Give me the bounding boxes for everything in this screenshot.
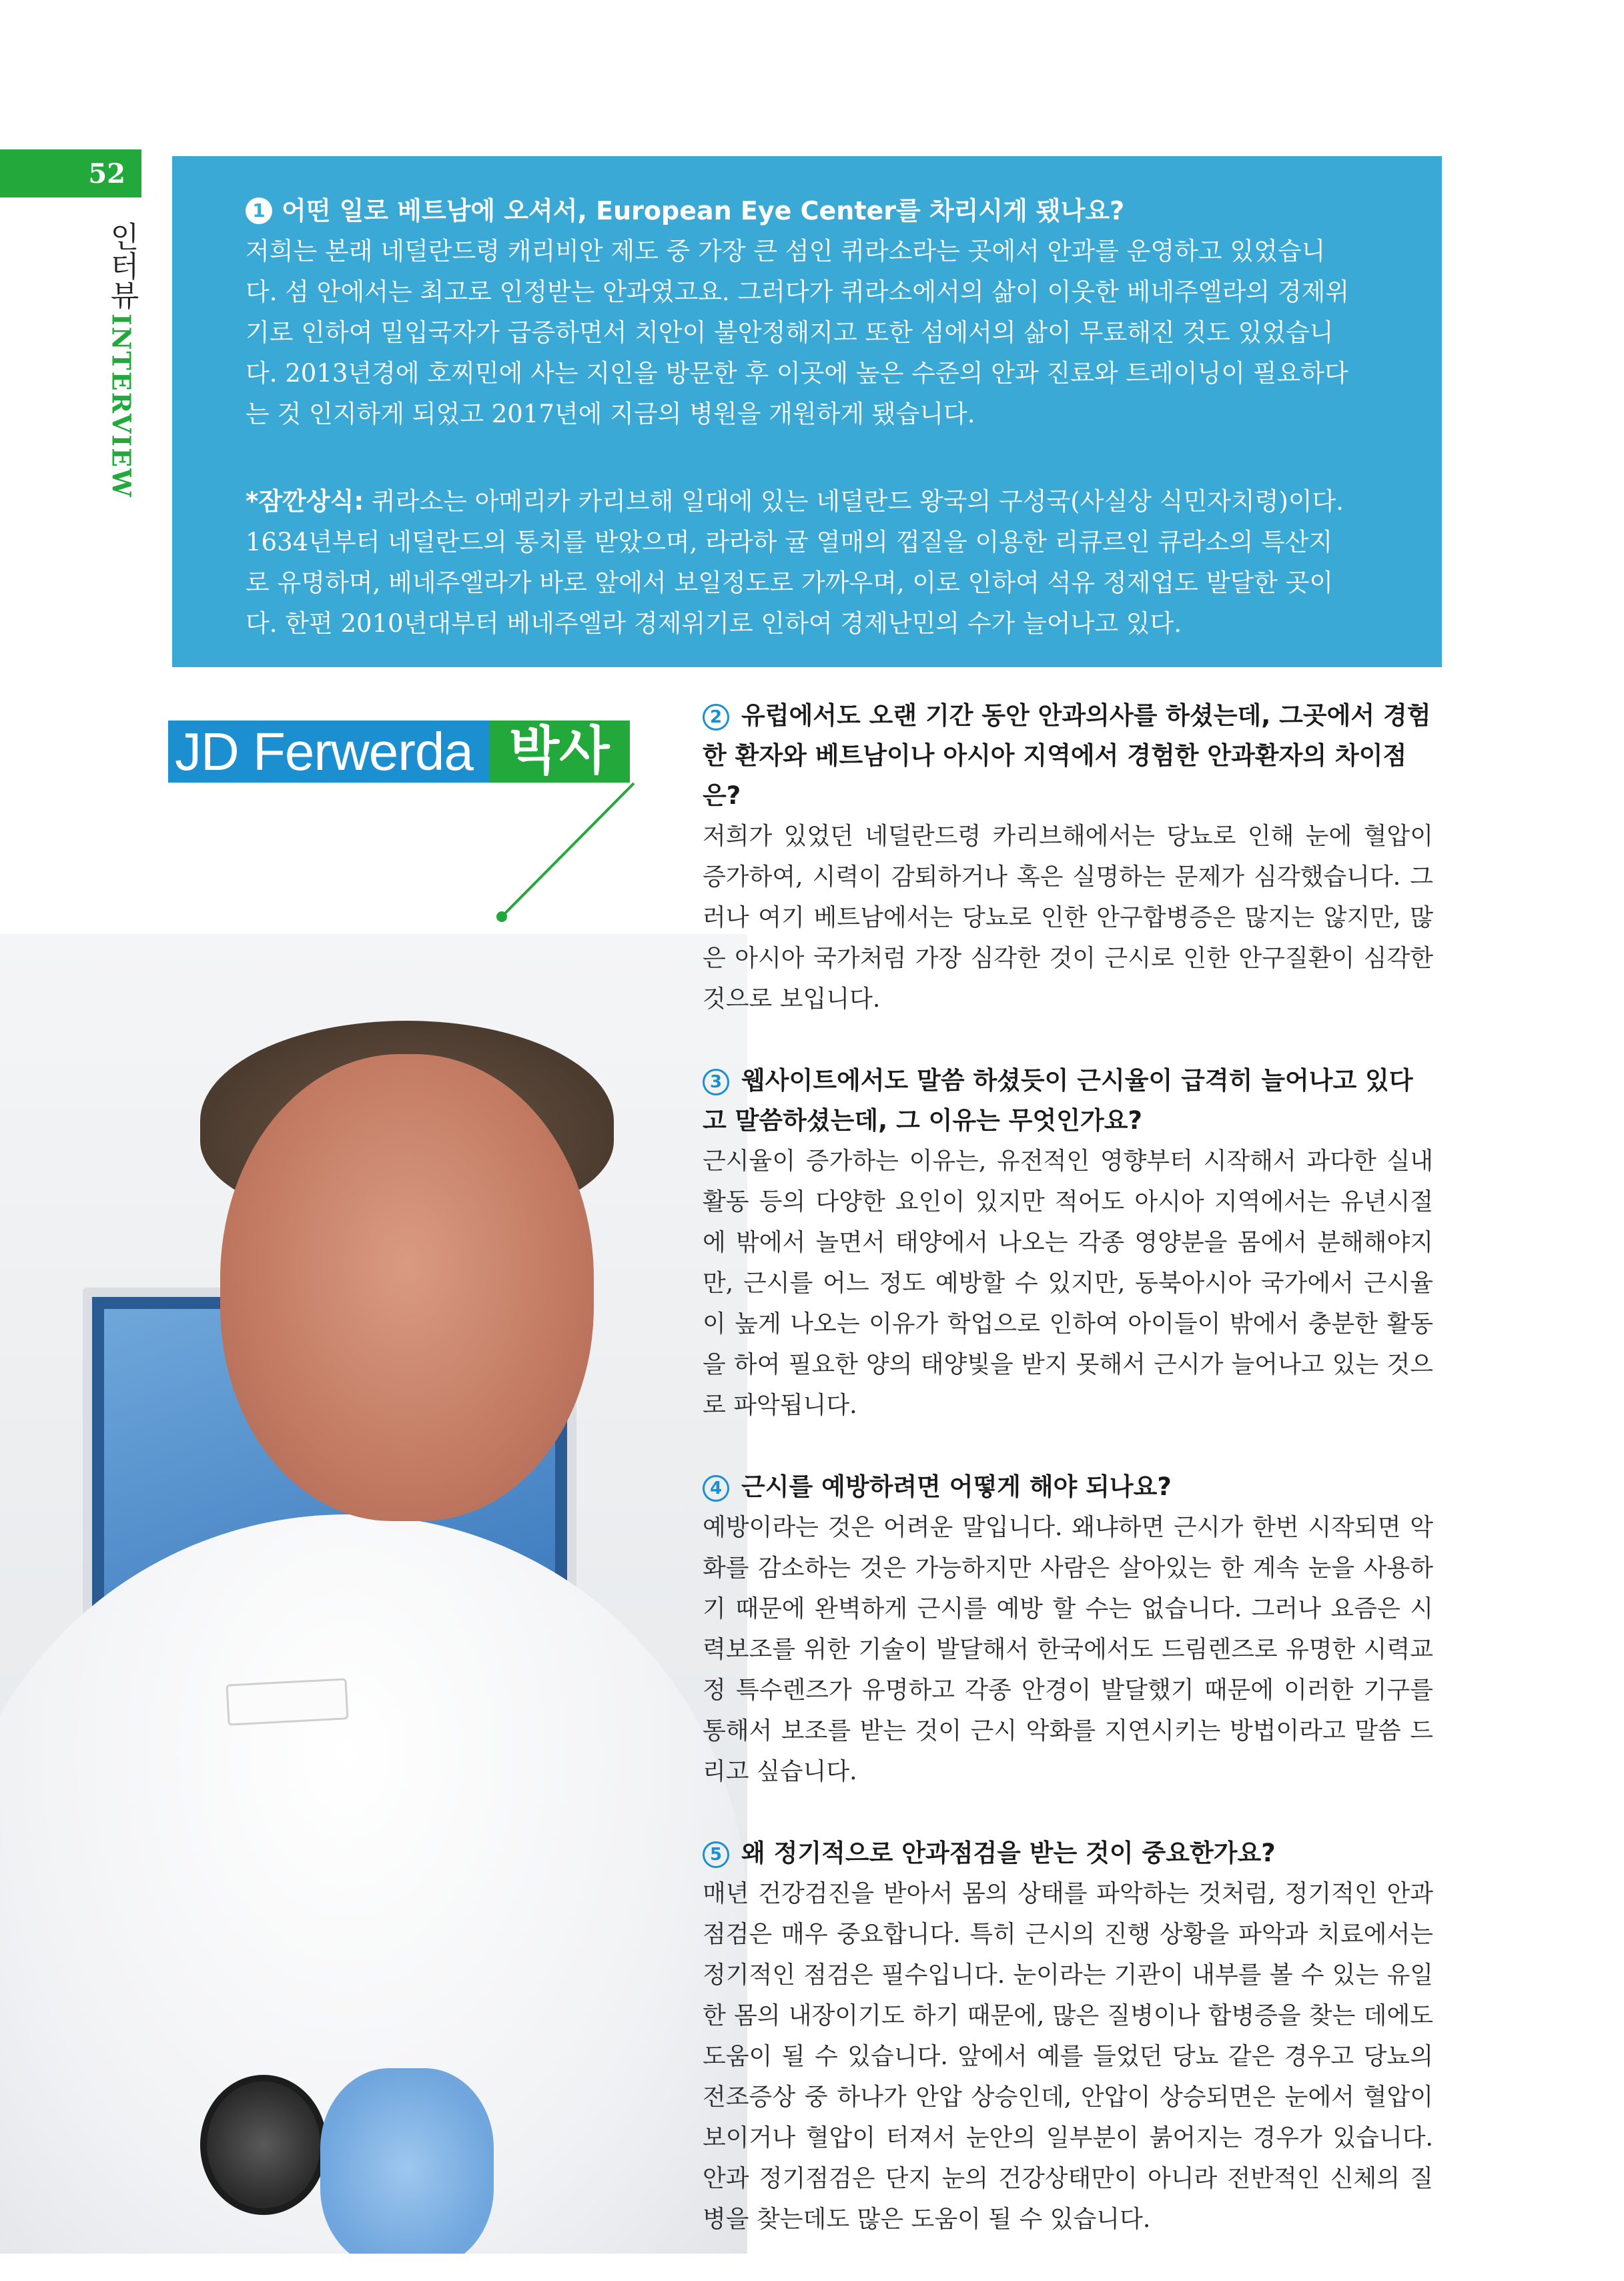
question-5-block <box>703 1833 1433 2240</box>
question-3-answer: 근시율이 증가하는 이유는, 유전적인 영향부터 시작해서 과다한 실내활동 등의 다양한 요인이 있지만 적어도 아시아 지역에서는 유년시절에 밖에서 놀면서 태양에서 나오는 각종 영양분을 몸에서 분해해야지만, 근시를 어느 정도 예방할 수 있지만, 동북아시아 국가에서 근시율이 높게 나오는 이유가 학업으로 인하여 아이들이 밖에서 충분한 활동을 하여 필요한 양의 태양빛을 받지 못해서 근시가 늘어나고 있는 것으로 파악됩니다. <box>703 1148 1433 1419</box>
question-3-heading <box>703 1061 1433 1141</box>
face <box>220 1054 594 1521</box>
section-label-english: INTERVIEW <box>106 314 137 498</box>
question-3-number: 3 <box>703 1069 729 1095</box>
question-3-title: 웹사이트에서도 말씀 하셨듯이 근시율이 급격히 늘어나고 있다고 말씀하셨는데, 그 이유는 무엇인가요? <box>703 1066 1413 1135</box>
section-label-korean: 인터뷰 <box>105 221 139 310</box>
question-4-answer: 예방이라는 것은 어려운 말입니다. 왜냐하면 근시가 한번 시작되면 악화를 감소하는 것은 가능하지만 사람은 살아있는 한 계속 눈을 사용하기 때문에 완벽하게 근시를 예방 할 수는 없습니다. 그러나 요즘은 시력보조를 위한 기술이 발달해서 한국에서도 드림렌즈로 유명한 시력교정 특수렌즈가 유명하고 각종 안경이 발달했기 때문에 이러한 기구를 통해서 보조를 받는 것이 근시 악화를 지연시키는 방법이라고 말씀 드리고 싶습니다. <box>703 1514 1433 1785</box>
question-3-block <box>703 1061 1433 1426</box>
question-1-title: 어떤 일로 베트남에 오셔서, European Eye Center를 차리시게 됐나요? <box>282 196 1125 225</box>
blue-glove <box>320 2068 494 2254</box>
question-2-heading <box>703 696 1433 816</box>
question-1-answer: 저희는 본래 네덜란드령 캐리비안 제도 중 가장 큰 섬인 퀴라소라는 곳에서 안과를 운영하고 있었습니다. 섬 안에서는 최고로 인정받는 안과였고요. 그러다가 퀴라소에서의 삶이 이웃한 베네주엘라의 경제위기로 인하여 밀입국자가 급증하면서 치안이 불안정해지고 또한 섬에서의 삶이 무료해진 것도 있었습니다. 2013년경에 호찌민에 사는 지인을 방문한 후 이곳에 높은 수준의 안과 진료와 트레이닝이 필요하다는 것 인지하게 되었고 2017년에 지금의 병원을 개원하게 됐습니다. <box>246 237 1350 428</box>
question-4-number: 4 <box>703 1475 729 1502</box>
question-4-title: 근시를 예방하려면 어떻게 해야 되나요? <box>741 1472 1172 1501</box>
question-1-number: 1 <box>246 197 272 224</box>
question-2-title: 유럽에서도 오랜 기간 동안 안과의사를 하셨는데, 그곳에서 경험한 환자와 베트남이나 아시아 지역에서 경험한 안과환자의 차이점은? <box>703 701 1431 810</box>
section-label <box>100 221 143 498</box>
name-banner <box>168 721 630 783</box>
question-5-heading <box>703 1833 1433 1873</box>
question-4-heading <box>703 1467 1433 1507</box>
question-5-number: 5 <box>703 1841 729 1868</box>
question-2-number: 2 <box>703 704 729 731</box>
question-5-title: 왜 정기적으로 안과점검을 받는 것이 중요한가요? <box>741 1839 1276 1867</box>
trivia-text: 퀴라소는 아메리카 카리브해 일대에 있는 네덜란드 왕국의 구성국(사실상 식민자치령)이다. 1634년부터 네덜란드의 통치를 받았으며, 라라하 귤 열매의 껍질을 이용한 리큐르인 큐라소의 특산지로 유명하며, 베네주엘라가 바로 앞에서 보일정도로 가까우며, 이로 인하여 석유 정제업도 발달한 곳이다. 한편 2010년대부터 베네주엘라 경제위기로 인하여 경제난민의 수가 늘어나고 있다. <box>246 487 1344 638</box>
interview-column <box>703 696 1433 2281</box>
doctor-name: JD Ferwerda <box>168 721 489 783</box>
doctor-title: 박사 <box>489 721 630 783</box>
question-4-block <box>703 1467 1433 1792</box>
page-number: 52 <box>88 157 125 189</box>
question-2-answer: 저희가 있었던 네덜란드령 카리브해에서는 당뇨로 인해 눈에 혈압이 증가하여, 시력이 감퇴하거나 혹은 실명하는 문제가 심각했습니다. 그러나 여기 베트남에서는 당뇨로 인한 안구합병증은 많지는 않지만, 많은 아시아 국가처럼 가장 심각한 것이 근시로 인한 안구질환이 심각한 것으로 보입니다. <box>703 823 1434 1013</box>
question-1-box <box>172 156 1442 667</box>
page-number-tab <box>0 149 141 197</box>
trivia-note <box>246 481 1355 644</box>
question-1-heading <box>246 191 1355 231</box>
question-5-answer: 매년 건강검진을 받아서 몸의 상태를 파악하는 것처럼, 정기적인 안과점검은 매우 중요합니다. 특히 근시의 진행 상황을 파악과 치료에서는 정기적인 점검은 필수입니다. 눈이라는 기관이 내부를 볼 수 있는 유일한 몸의 내장이기도 하기 때문에, 많은 질병이나 합병증을 찾는 데에도 도움이 될 수 있습니다. 앞에서 예를 들었던 당뇨 같은 경우고 당뇨의 전조증상 중 하나가 안압 상승인데, 안압이 상승되면은 눈에서 혈압이 보이거나 혈압이 터져서 눈안의 일부분이 붉어지는 경우가 있습니다. 안과 정기점검은 단지 눈의 건강상태만이 아니라 전반적인 신체의 질병을 찾는데도 많은 도움이 될 수 있습니다. <box>703 1880 1433 2233</box>
wristwatch <box>200 2075 327 2215</box>
trivia-label: *잠깐상식: <box>246 487 364 516</box>
pointer-line <box>494 781 641 927</box>
doctor-portrait-photo <box>0 934 747 2254</box>
question-2-block <box>703 696 1433 1019</box>
name-badge <box>226 1678 349 1725</box>
